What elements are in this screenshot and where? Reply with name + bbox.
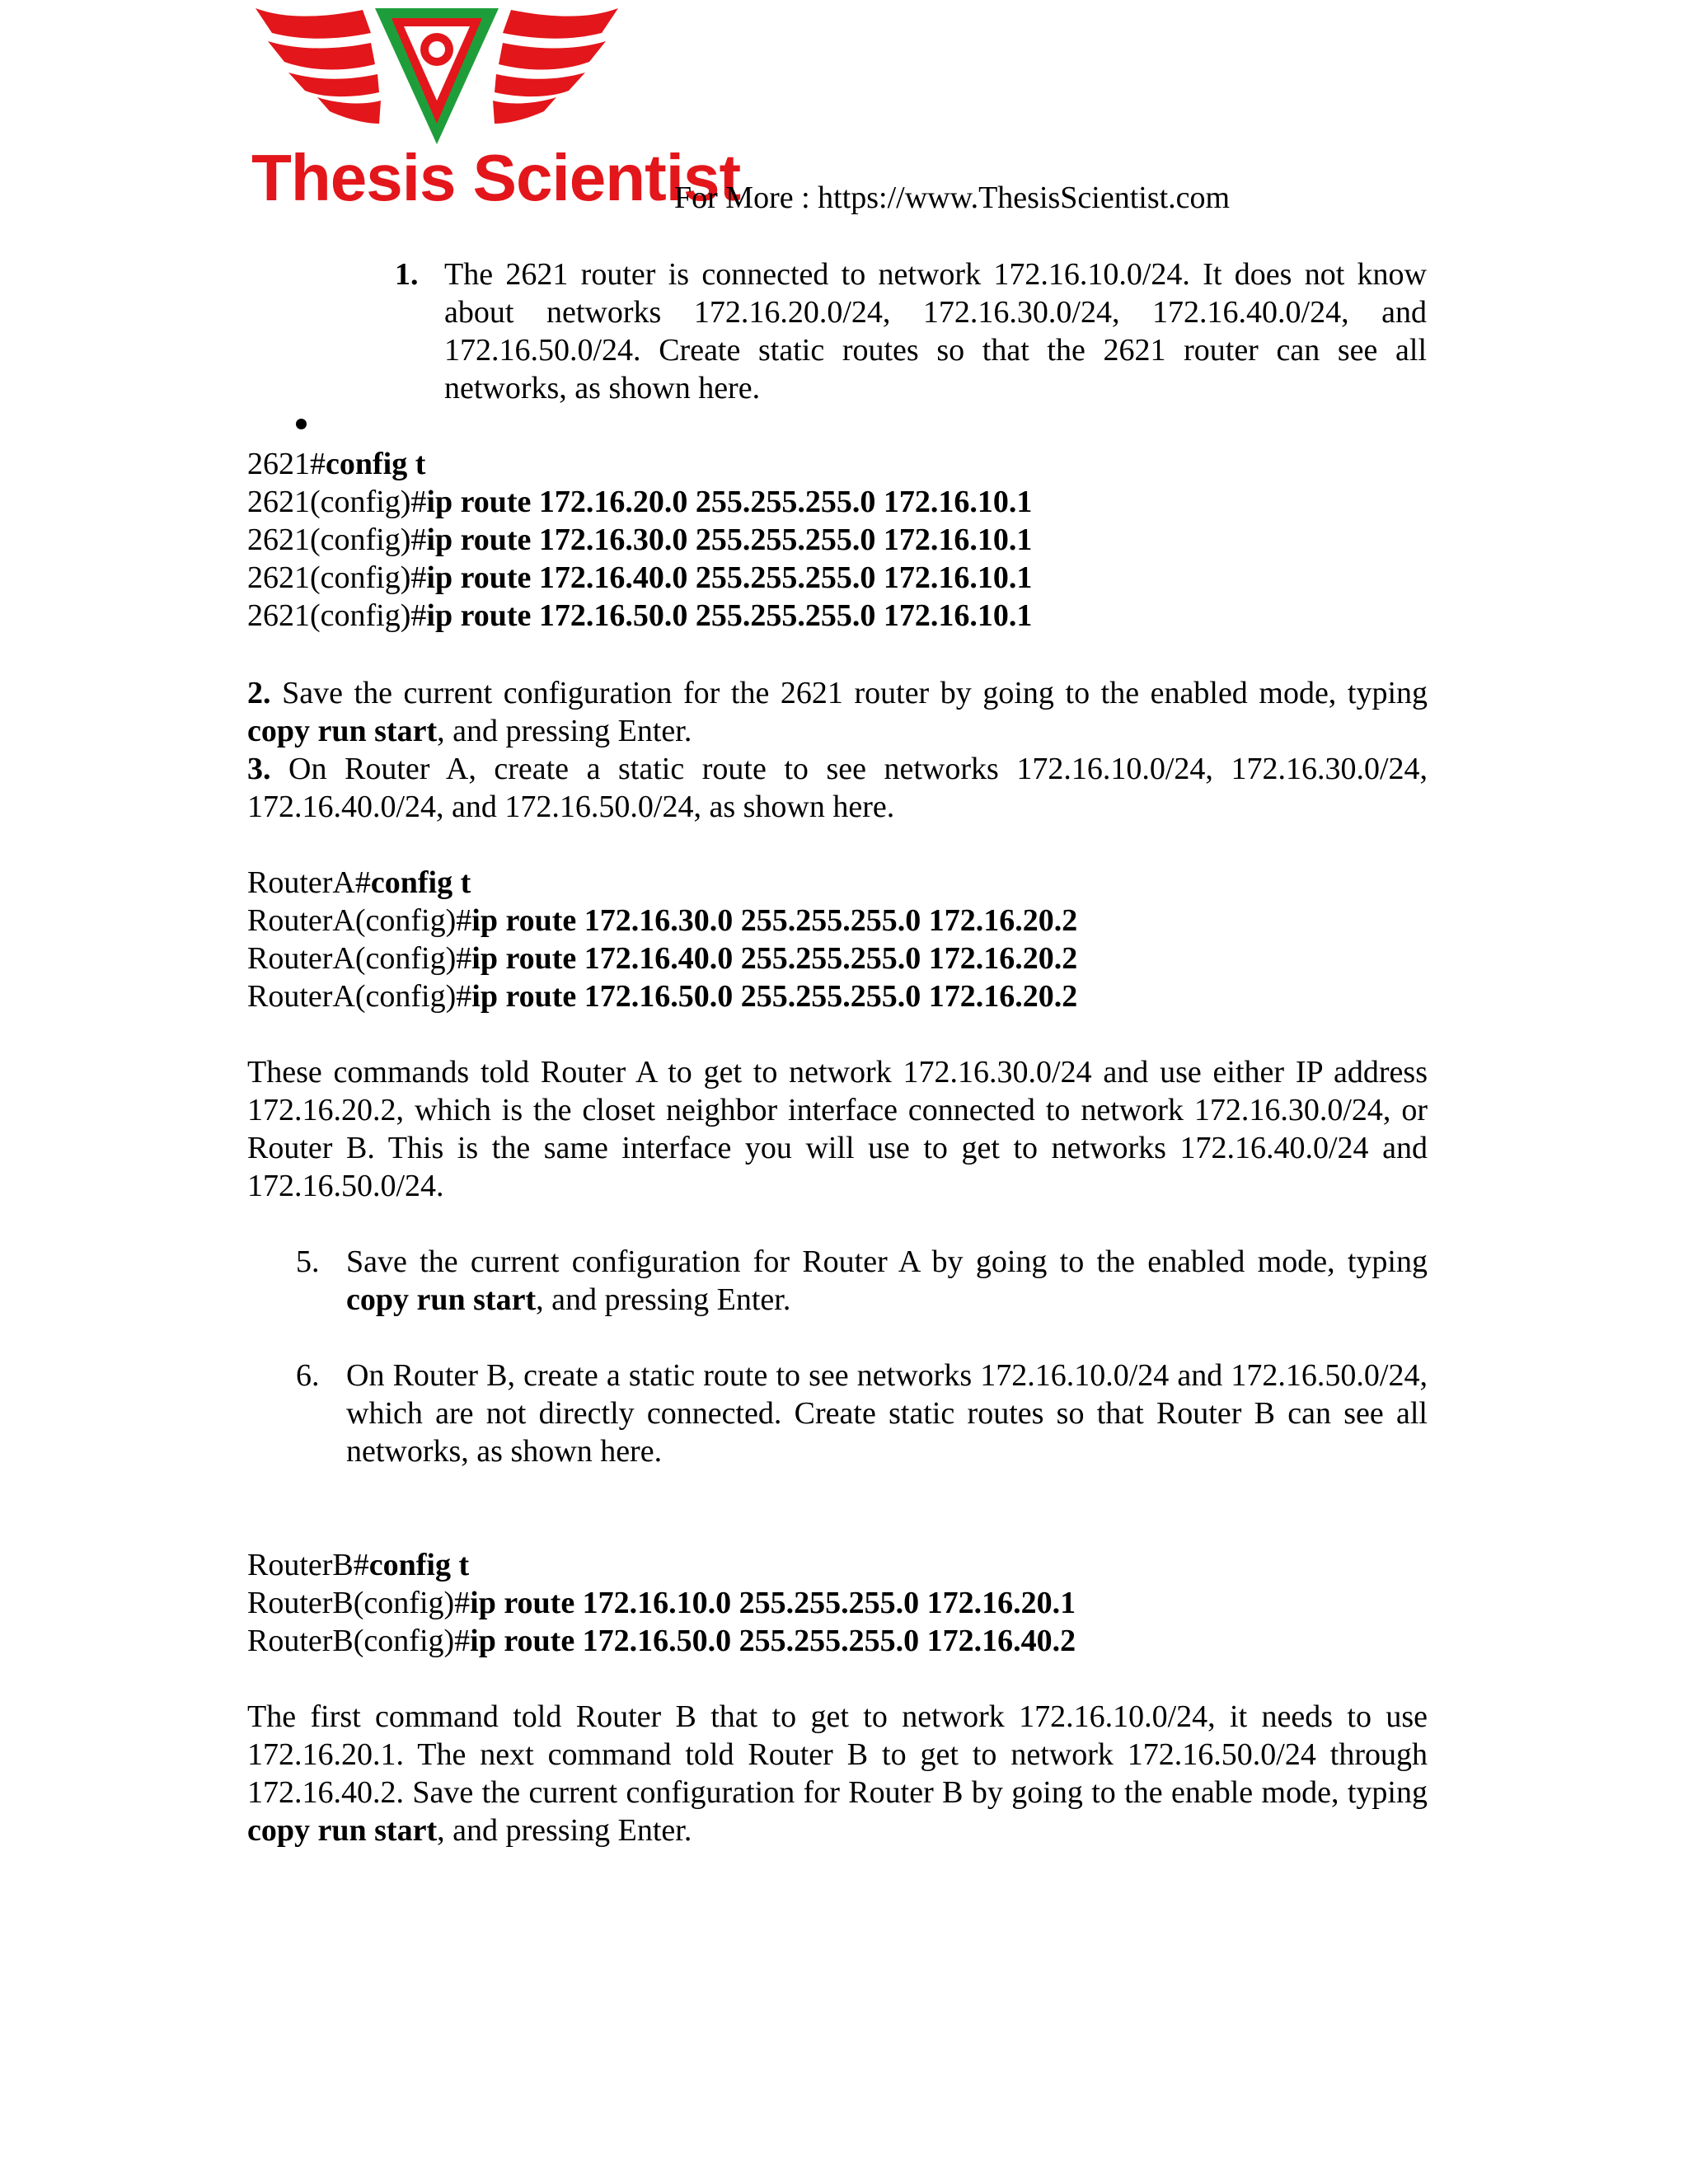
command-line: RouterB#config t: [247, 1548, 470, 1582]
thesis-scientist-logo: [239, 0, 741, 231]
step-1-number: 1.: [395, 257, 419, 292]
command-line: 2621#config t: [247, 447, 426, 481]
step-5-number: 5.: [296, 1244, 320, 1279]
paragraph-router-a: These commands told Router A to get to network 172.16.30.0/24 and use either IP address 172.16.20.2, which is the closet neighbor interface connected to network 172.16.30.0/24, or Router B. This is the same interface you will use to get to networks 172.16.40.0/24 and 172.16.50.0/24.: [247, 1055, 1428, 1203]
step-1: [395, 255, 1427, 412]
command-line: 2621(config)#ip route 172.16.50.0 255.255.255.0 172.16.10.1: [247, 598, 1033, 633]
step-2-number: 2.: [247, 676, 271, 710]
for-more-link[interactable]: For More : https://www.ThesisScientist.com: [674, 180, 1231, 215]
command-line: 2621(config)#ip route 172.16.20.0 255.255.255.0 172.16.10.1: [247, 485, 1033, 519]
step-2-text-pre: Save the current configuration for the 2621 router by going to the enabled mode, typing: [282, 676, 1428, 710]
step-1-text: The 2621 router is connected to network 172.16.10.0/24. It does not know about networks 172.16.20.0/24, 172.16.30.0/24, 172.16.40.0/24, and 172.16.50.0/24. Create static routes so that the 2621 router can see all networks, as shown here.: [444, 257, 1427, 405]
step-6-text: On Router B, create a static route to see networks 172.16.10.0/24 and 172.16.50.0/24, which are not directly connected. Create static routes so that Router B can see all networks, as shown here.: [346, 1358, 1428, 1469]
command-line: RouterA(config)#ip route 172.16.40.0 255.255.255.0 172.16.20.2: [247, 941, 1078, 976]
step-6-number: 6.: [296, 1358, 320, 1393]
step-5-command: copy run start: [346, 1282, 537, 1317]
logo-text: Thesis Scientist: [251, 141, 741, 214]
paragraph-router-b: The first command told Router B that to get to network 172.16.10.0/24, it needs to use 172.16.20.1. The next command told Router B to get to network 172.16.50.0/24 through 172.16.40.2. Save the current configuration for Router B by going to the enable mode, typing copy run start, and pressing Enter.: [247, 1699, 1428, 1848]
commands-router-b: [247, 1546, 1076, 1660]
command-line: RouterB(config)#ip route 172.16.10.0 255.255.255.0 172.16.20.1: [247, 1586, 1076, 1620]
command-line: RouterA#config t: [247, 865, 471, 900]
step-3-number: 3.: [247, 752, 271, 786]
command-line: 2621(config)#ip route 172.16.40.0 255.255.255.0 172.16.10.1: [247, 560, 1033, 595]
command-line: RouterB(config)#ip route 172.16.50.0 255.255.255.0 172.16.40.2: [247, 1624, 1076, 1658]
step-6: [296, 1357, 1428, 1472]
step-3: [247, 750, 1428, 826]
step-2-text-post: , and pressing Enter.: [437, 714, 692, 748]
step-3-text: On Router A, create a static route to see networks 172.16.10.0/24, 172.16.30.0/24, 172.16.40.0/24, and 172.16.50.0/24, as shown here.: [247, 752, 1428, 824]
command-line: RouterA(config)#ip route 172.16.30.0 255.255.255.0 172.16.20.2: [247, 903, 1078, 938]
router-b-command: copy run start: [247, 1813, 438, 1848]
step-5: [296, 1243, 1428, 1325]
step-2: [247, 674, 1428, 750]
commands-2621: [247, 445, 1032, 635]
bullet-icon: [296, 419, 307, 429]
logo-emblem-icon: [239, 0, 635, 148]
commands-router-a: [247, 864, 1077, 1015]
step-2-command: copy run start: [247, 714, 438, 748]
step-5-text: Save the current configuration for Router A by going to the enabled mode, typing copy run start, and pressing Enter.: [346, 1244, 1428, 1317]
command-line: 2621(config)#ip route 172.16.30.0 255.255.255.0 172.16.10.1: [247, 523, 1033, 557]
command-line: RouterA(config)#ip route 172.16.50.0 255.255.255.0 172.16.20.2: [247, 979, 1078, 1014]
